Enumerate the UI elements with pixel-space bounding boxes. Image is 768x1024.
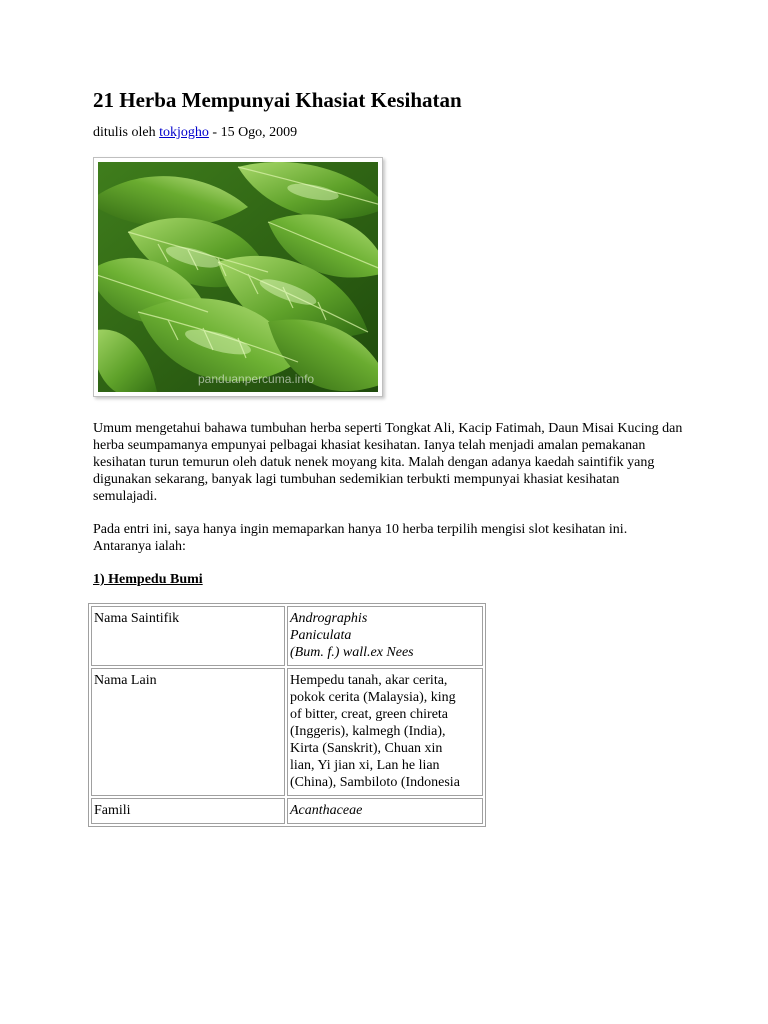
entry-paragraph: Pada entri ini, saya hanya ingin memaparkan hanya 10 herba terpilih mengisi slot kesihatan ini. Antaranya ialah: bbox=[93, 522, 628, 554]
table-value-line: lian, Yi jian xi, Lan he lian bbox=[290, 758, 440, 773]
table-row bbox=[91, 668, 483, 796]
article-title: 21 Herba Mempunyai Khasiat Kesihatan bbox=[93, 88, 462, 112]
table-value-line: (Bum. f.) wall.ex Nees bbox=[290, 645, 414, 660]
herb-heading: 1) Hempedu Bumi bbox=[93, 572, 203, 587]
table-value-line: Kirta (Sanskrit), Chuan xin bbox=[290, 741, 443, 756]
table-value-line: Paniculata bbox=[290, 628, 352, 643]
table-value-line: (Inggeris), kalmegh (India), bbox=[290, 724, 446, 739]
table-row bbox=[91, 798, 483, 824]
table-value-line: of bitter, creat, green chireta bbox=[290, 707, 449, 722]
table-value-line: Acanthaceae bbox=[290, 803, 363, 818]
table-label-cell: Nama Lain bbox=[91, 668, 285, 796]
table-row bbox=[91, 606, 483, 666]
table-value-line: Hempedu tanah, akar cerita, bbox=[290, 673, 448, 688]
table-value-cell bbox=[287, 798, 483, 824]
table-label-cell: Famili bbox=[91, 798, 285, 824]
table-value-line: (China), Sambiloto (Indonesia bbox=[290, 775, 460, 790]
byline bbox=[93, 125, 297, 141]
intro-paragraph: Umum mengetahui bahawa tumbuhan herba seperti Tongkat Ali, Kacip Fatimah, Daun Misai Kucing dan herba seumpamanya empunyai pelbagai khasiat kesihatan. Ianya telah menjadi amalan pemakanan kesihatan turun temurun oleh datuk nenek moyang kita. Malah dengan adanya kaedah saintifik yang digunakan sekarang, banyak lagi tumbuhan sedemikian terbukti mempunyai khasiat kesihatan semulajadi. bbox=[93, 421, 683, 504]
herb-info-table bbox=[88, 603, 486, 827]
table-value-line: pokok cerita (Malaysia), king bbox=[290, 690, 456, 705]
herb-leaves-photo bbox=[93, 157, 383, 397]
table-label-cell: Nama Saintifik bbox=[91, 606, 285, 666]
byline-prefix: ditulis oleh bbox=[93, 125, 160, 140]
table-value-cell bbox=[287, 606, 483, 666]
table-value-line: Andrographis bbox=[290, 611, 368, 626]
author-link[interactable]: tokjogho bbox=[159, 125, 209, 140]
byline-date: - 15 Ogo, 2009 bbox=[208, 125, 298, 140]
table-value-cell bbox=[287, 668, 483, 796]
photo-watermark: panduanpercuma.info bbox=[198, 372, 315, 386]
